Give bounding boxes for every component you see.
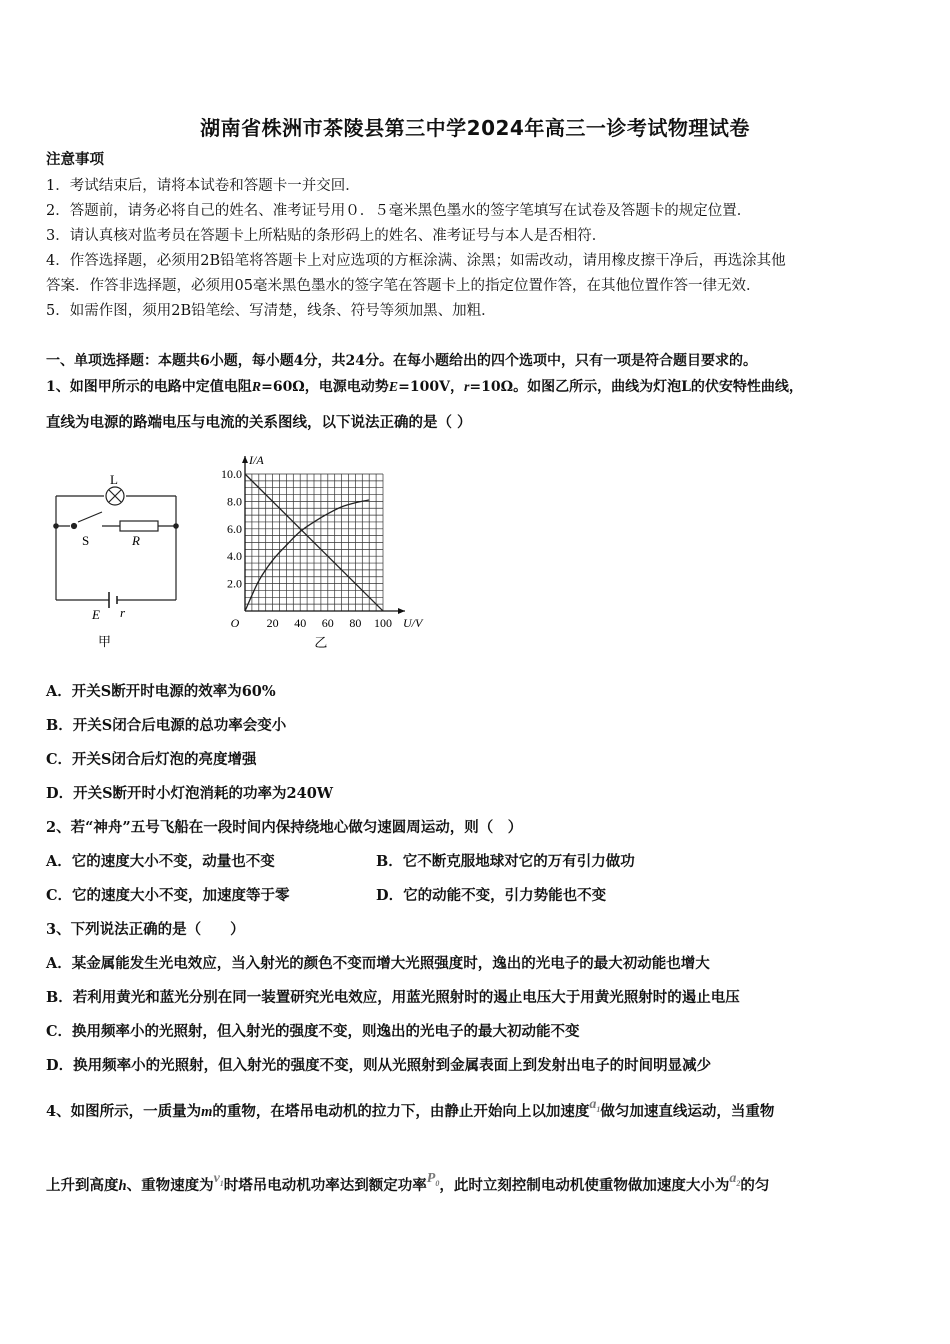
notice-item-1: 1．考试结束后，请将本试卷和答题卡一并交回． — [46, 178, 360, 194]
notice-item-5: 5．如需作图，须用2B铅笔绘、写清楚，线条、符号等须加黑、加粗． — [46, 303, 496, 319]
q1-option-c[interactable]: C．开关S闭合后灯泡的亮度增强 — [46, 751, 257, 768]
notice-item-4-cont: 答案．作答非选择题，必须用05毫米黑色墨水的签字笔在答题卡上的指定位置作答，在其他位置作答一律无效． — [46, 278, 761, 294]
q1-var-e: E — [388, 380, 399, 395]
y-tick-label: 2.0 — [227, 576, 242, 591]
q4-text-c: 做匀加速直线运动，当重物 — [600, 1103, 775, 1120]
y-tick-label: 6.0 — [227, 521, 242, 536]
q3-option-d[interactable]: D．换用频率小的光照射，但入射光的强度不变，则从光照射到金属表面上到发射出电子的时间明显减少 — [46, 1057, 712, 1074]
q2-option-b[interactable]: B．它不断克服地球对它的万有引力做功 — [376, 853, 635, 870]
q2-option-d[interactable]: D．它的动能不变，引力势能也不变 — [376, 887, 607, 904]
q3-option-a[interactable]: A．某金属能发生光电效应，当入射光的颜色不变而增大光照强度时，逸出的光电子的最大初动能也增大 — [46, 955, 710, 972]
figure-b-caption: 乙 — [314, 636, 328, 651]
q4-text-f: 时塔吊电动机功率达到额定功率 — [223, 1177, 427, 1194]
section-heading: 一、单项选择题：本题共6小题，每小题4分，共24分。在每小题给出的四个选项中，只有一项是符合题目要求的。 — [46, 353, 757, 369]
q4-symbol-a2 — [729, 1171, 740, 1186]
q4-text-e: 、重物速度为 — [126, 1177, 214, 1194]
x-tick-label: 80 — [349, 616, 362, 630]
resistor-symbol — [120, 521, 158, 531]
q1-option-d[interactable]: D．开关S断开时小灯泡消耗的功率为240W — [46, 785, 334, 802]
q4-text-b: 的重物，在塔吊电动机的拉力下，由静止开始向上以加速度 — [212, 1103, 590, 1120]
x-axis-label: U/V — [403, 616, 423, 630]
q4-symbol-v1 — [214, 1171, 224, 1186]
figure-a-caption: 甲 — [98, 635, 112, 650]
battery-symbol — [109, 592, 117, 608]
x-tick-label: 60 — [321, 616, 334, 630]
q4-symbol-a2-base: a — [729, 1171, 737, 1186]
q4-var-h: h — [118, 1178, 127, 1194]
x-tick-label: 100 — [374, 616, 392, 630]
q4-symbol-a1 — [589, 1097, 600, 1112]
q1-option-a[interactable]: A．开关S断开时电源的效率为60% — [46, 683, 276, 700]
y-axis-label: I/A — [249, 453, 264, 467]
q1-text-a: 1、如图甲所示的电路中定值电阻 — [46, 379, 252, 395]
circuit-diagram — [46, 462, 186, 658]
q4-text-d: 上升到高度 — [46, 1177, 119, 1194]
x-axis-arrow — [398, 608, 405, 614]
q3-option-c[interactable]: C．换用频率小的光照射，但入射光的强度不变，则逸出的光电子的最大初动能不变 — [46, 1023, 580, 1040]
chart-labels — [221, 453, 424, 651]
lamp-label: L — [110, 472, 118, 487]
q4-symbol-a2-sub: 2 — [736, 1178, 741, 1188]
q4-text-g: ，此时立刻控制电动机使重物做加速度大小为 — [439, 1177, 730, 1194]
internal-resistance-label: r — [120, 605, 126, 620]
notice-item-2: 2．答题前，请务必将自己的姓名、准考证号用０．５毫米黑色墨水的签字笔填写在试卷及答题卡的规定位置． — [46, 203, 752, 219]
q1-option-b[interactable]: B．开关S闭合后电源的总功率会变小 — [46, 717, 287, 734]
iu-chart — [204, 446, 440, 652]
x-tick-label: 20 — [266, 616, 279, 630]
q3-stem: 3、下列说法正确的是（ ） — [46, 921, 245, 938]
emf-label: E — [92, 607, 100, 622]
y-tick-label: 4.0 — [227, 549, 242, 564]
q1-var-rr: r — [463, 380, 470, 395]
notice-heading: 注意事项 — [46, 151, 104, 168]
page-title: 湖南省株洲市茶陵县第三中学2024年高三一诊考试物理试卷 — [200, 116, 750, 140]
q4-symbol-v1-base: v — [213, 1171, 220, 1186]
q4-stem-line2 — [46, 1171, 770, 1202]
q4-symbol-p0 — [427, 1171, 440, 1186]
q2-option-a[interactable]: A．它的速度大小不变，动量也不变 — [46, 853, 275, 870]
switch-label: S — [82, 533, 90, 548]
origin-label: O — [230, 616, 240, 630]
q1-text-b: =60Ω，电源电动势 — [261, 379, 389, 395]
y-axis-arrow — [242, 456, 248, 463]
q4-text-a: 4、如图所示，一质量为 — [46, 1103, 202, 1120]
y-tick-label: 10.0 — [221, 467, 242, 481]
x-tick-label: 40 — [294, 616, 307, 630]
q2-stem: 2、若“神舟”五号飞船在一段时间内保持绕地心做匀速圆周运动，则（ ） — [46, 819, 523, 836]
q1-text-c: =100V， — [398, 379, 464, 395]
q1-var-r: R — [251, 380, 262, 395]
q4-stem-line1 — [46, 1097, 775, 1128]
q1-text-d: =10Ω。如图乙所示，曲线为灯泡L的伏安特性曲线， — [469, 379, 803, 395]
q4-symbol-p0-sub: 0 — [435, 1178, 440, 1188]
q4-text-h: 的匀 — [740, 1177, 770, 1194]
notice-item-4: 4．作答选择题，必须用2B铅笔将答题卡上对应选项的方框涂满、涂黑；如需改动，请用橡皮擦干净后，再选涂其他 — [46, 253, 786, 269]
q1-stem-line2: 直线为电源的路端电压与电流的关系图线，以下说法正确的是（ ） — [46, 414, 472, 431]
notice-item-3: 3．请认真核对监考员在答题卡上所粘贴的条形码上的姓名、准考证号与本人是否相符． — [46, 228, 607, 244]
resistor-label: R — [132, 533, 140, 548]
q4-symbol-a1-sub: 1 — [596, 1104, 601, 1114]
q3-option-b[interactable]: B．若利用黄光和蓝光分别在同一装置研究光电效应，用蓝光照射时的遏止电压大于用黄光照射时的遏止电压 — [46, 989, 740, 1006]
y-tick-label: 8.0 — [227, 494, 242, 509]
q4-var-m: m — [201, 1104, 213, 1120]
q2-option-c[interactable]: C．它的速度大小不变，加速度等于零 — [46, 887, 290, 904]
q4-symbol-a1-base: a — [589, 1097, 597, 1112]
q1-stem-line1 — [46, 377, 803, 398]
q4-symbol-v1-sub: 1 — [219, 1178, 224, 1188]
q4-symbol-p0-base: P — [426, 1171, 436, 1186]
